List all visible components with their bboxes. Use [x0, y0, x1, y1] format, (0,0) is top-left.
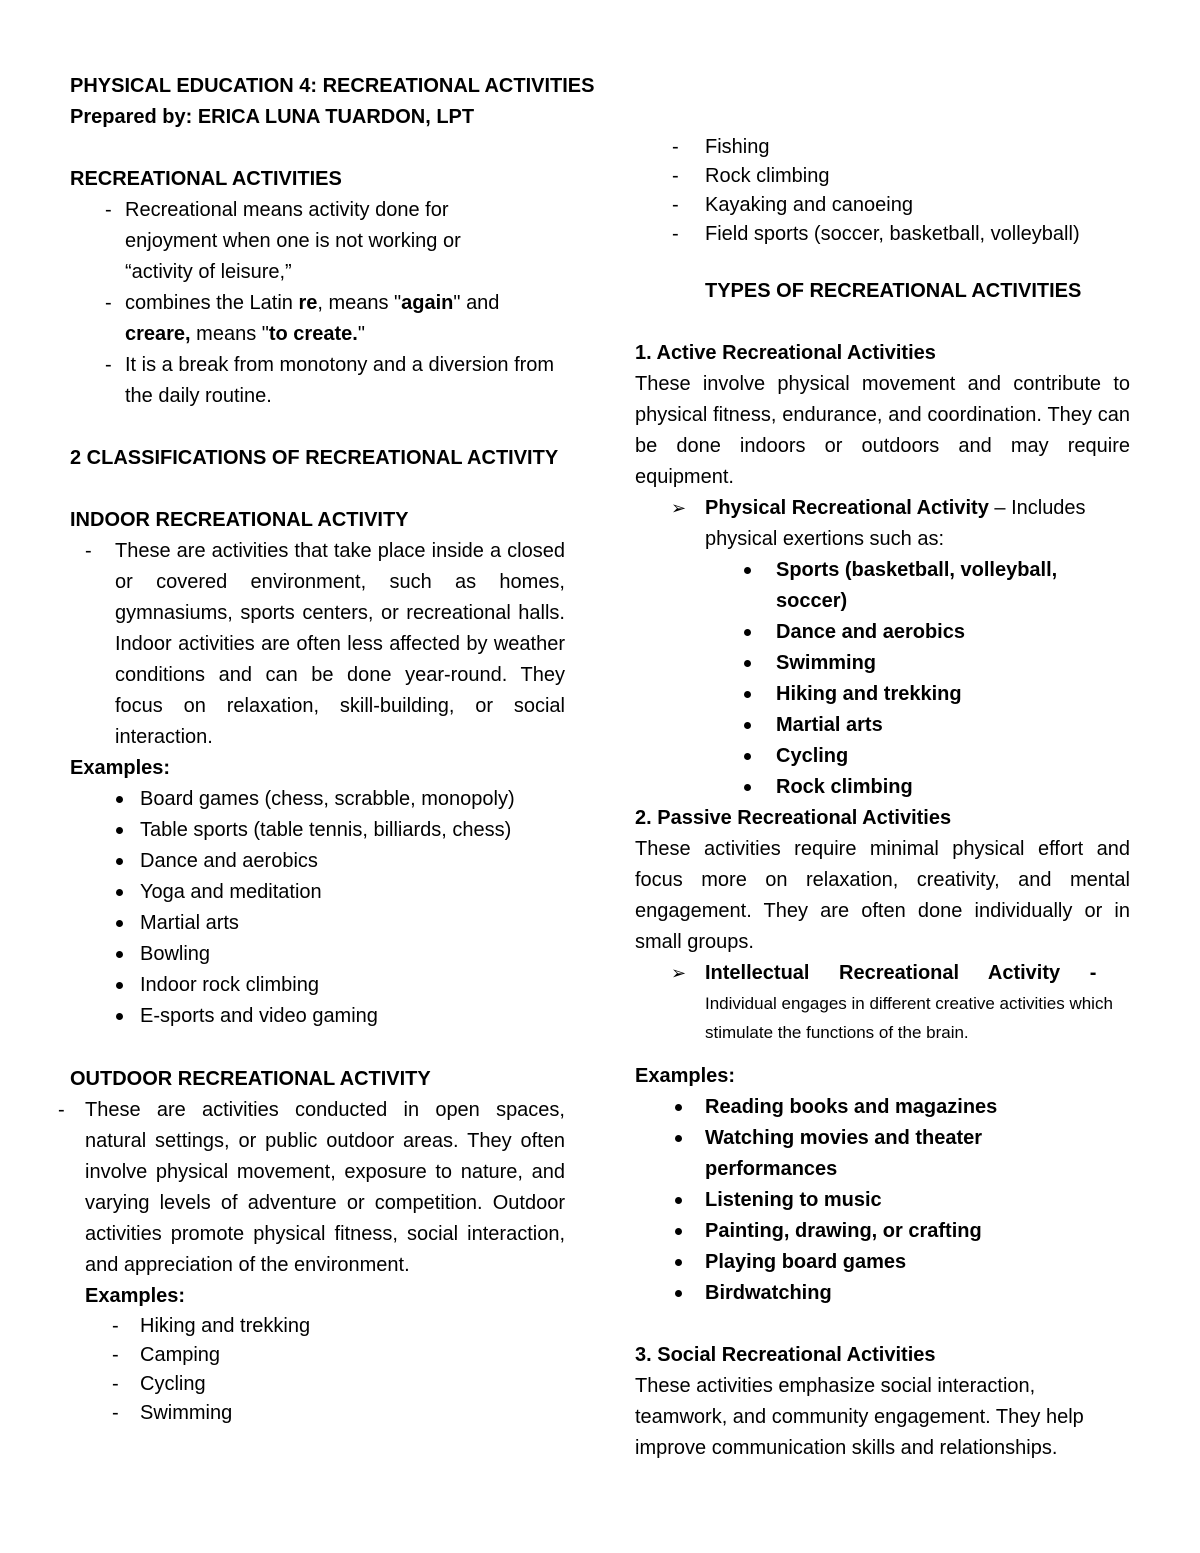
bullet-icon — [675, 1135, 682, 1142]
arrow-bullet-icon: ➢ — [671, 498, 687, 518]
indoor-example: Martial arts — [140, 912, 239, 934]
intellectual-activity-text: Individual engages in different creative activities which stimulate the functions of the brain. — [705, 994, 1113, 1042]
active-example: Hiking and trekking — [776, 683, 962, 705]
active-example: Martial arts — [776, 714, 883, 736]
list-item — [70, 908, 565, 939]
item2-again: again — [401, 292, 454, 314]
list-item — [635, 220, 1130, 249]
list-item — [70, 970, 565, 1001]
indoor-example: Dance and aerobics — [140, 850, 318, 872]
dash-marker: - — [672, 165, 679, 187]
dash-marker: - — [672, 136, 679, 158]
dash-marker: - — [112, 1373, 119, 1395]
page-title: PHYSICAL EDUCATION 4: RECREATIONAL ACTIVITIES — [70, 75, 595, 97]
list-item — [70, 815, 565, 846]
list-item — [635, 741, 1130, 772]
list-item — [70, 1001, 565, 1032]
outdoor-text: These are activities conducted in open spaces, natural settings, or public outdoor areas. They often involve physical movement, exposure to nature, and varying levels of adventure or competition. Outdoor activities promote physical fitness, social interaction, and appreciation of the environment. — [85, 1099, 565, 1276]
passive-example: Playing board games — [705, 1251, 907, 1273]
active-example: Sports (basketball, volleyball, soccer) — [776, 559, 1058, 612]
outdoor-example: Swimming — [140, 1402, 233, 1424]
active-example: Swimming — [776, 652, 877, 674]
bullet-icon — [116, 796, 123, 803]
bullet-icon — [116, 951, 123, 958]
dash-marker: - — [112, 1315, 119, 1337]
outdoor-section — [58, 1064, 565, 1428]
passive-examples-label: Examples: — [635, 1065, 736, 1087]
item2-part-i: " — [357, 323, 365, 345]
outdoor-example: Fishing — [705, 136, 770, 158]
passive-example: Birdwatching — [705, 1282, 832, 1304]
list-item — [70, 784, 565, 815]
dash-marker: - — [58, 1099, 65, 1121]
item2-part-g: means " — [190, 323, 269, 345]
arrow-bullet-icon: ➢ — [671, 963, 687, 983]
outdoor-example: Hiking and trekking — [140, 1315, 311, 1337]
bullet-icon — [744, 753, 751, 760]
indoor-examples-label: Examples: — [70, 757, 171, 779]
bullet-icon — [116, 889, 123, 896]
passive-heading: 2. Passive Recreational Activities — [635, 807, 952, 829]
passive-section — [635, 803, 1130, 1047]
intellectual-activity-label: Intellectual Recreational Activity - — [705, 962, 1097, 984]
list-item — [70, 1399, 565, 1428]
list-item — [70, 1312, 565, 1341]
item2-to-create: to create. — [268, 323, 358, 345]
list-item — [635, 679, 1130, 710]
item2-creare: creare, — [125, 323, 191, 345]
item2-part-e: " and — [453, 292, 500, 314]
indoor-text: These are activities that take place inside a closed or covered environment, such as homes, gymnasiums, sports centers, or recreational halls. Indoor activities are often less affected by weather conditions and can be done year-round. They focus on relaxation, skill-building, or social interaction. — [115, 540, 565, 748]
list-item — [635, 1247, 1130, 1278]
list-item — [70, 939, 565, 970]
social-section — [635, 1340, 1130, 1464]
indoor-example: E-sports and video gaming — [140, 1005, 378, 1027]
outdoor-example: Cycling — [140, 1373, 206, 1395]
dash-marker: - — [105, 199, 112, 221]
bullet-icon — [116, 920, 123, 927]
outdoor-examples-label: Examples: — [85, 1285, 186, 1307]
passive-example: Watching movies and theater performances — [705, 1127, 983, 1180]
prepared-by: Prepared by: ERICA LUNA TUARDON, LPT — [70, 106, 475, 128]
social-heading: 3. Social Recreational Activities — [635, 1344, 936, 1366]
recreational-item-2 — [70, 288, 545, 350]
item2-part-a: combines the Latin — [125, 292, 299, 314]
recreational-item-3 — [70, 350, 565, 412]
physical-activity-text: – Includes physical exertions such as: — [705, 497, 1086, 550]
indoor-example: Bowling — [140, 943, 211, 965]
passive-example: Listening to music — [705, 1189, 882, 1211]
list-item — [635, 555, 1076, 617]
list-item — [70, 1341, 565, 1370]
recreational-item-3-text: It is a break from monotony and a diversion from the daily routine. — [125, 354, 555, 407]
bullet-icon — [675, 1104, 682, 1111]
list-item — [70, 846, 565, 877]
indoor-example: Yoga and meditation — [140, 881, 322, 903]
bullet-icon — [675, 1228, 682, 1235]
list-item — [635, 648, 1130, 679]
item2-part-c: , means " — [317, 292, 402, 314]
bullet-icon — [744, 691, 751, 698]
list-item — [635, 162, 1130, 191]
dash-marker: - — [85, 540, 92, 562]
outdoor-example: Camping — [140, 1344, 221, 1366]
bullet-icon — [744, 629, 751, 636]
recreational-item-1-text: Recreational means activity done for enjoyment when one is not working or “activity of leisure,” — [125, 199, 461, 283]
dash-marker: - — [105, 292, 112, 314]
list-item — [635, 133, 1130, 162]
bullet-icon — [744, 722, 751, 729]
active-section — [635, 338, 1130, 803]
bullet-icon — [116, 1013, 123, 1020]
intellectual-activity-item — [635, 958, 1130, 1047]
passive-example: Reading books and magazines — [705, 1096, 998, 1118]
dash-marker: - — [672, 194, 679, 216]
bullet-icon — [116, 827, 123, 834]
recreational-heading: RECREATIONAL ACTIVITIES — [70, 168, 342, 190]
indoor-example: Indoor rock climbing — [140, 974, 319, 996]
list-item — [635, 617, 1130, 648]
list-item — [635, 1092, 1130, 1123]
passive-text: These activities require minimal physical effort and focus more on relaxation, creativity, and mental engagement. They are often done individually or in small groups. — [635, 838, 1130, 953]
indoor-section — [70, 505, 565, 1032]
outdoor-example: Kayaking and canoeing — [705, 194, 913, 216]
list-item — [635, 772, 1130, 803]
bullet-icon — [744, 567, 751, 574]
recreational-item-1 — [70, 195, 485, 288]
social-text: These activities emphasize social interaction, teamwork, and community engagement. They help improve communication skills and relationships. — [635, 1375, 1084, 1459]
dash-marker: - — [112, 1402, 119, 1424]
bullet-icon — [675, 1259, 682, 1266]
active-example: Dance and aerobics — [776, 621, 965, 643]
list-item — [635, 1185, 1130, 1216]
outdoor-description — [58, 1095, 565, 1281]
bullet-icon — [116, 858, 123, 865]
bullet-icon — [744, 784, 751, 791]
active-text: These involve physical movement and contribute to physical fitness, endurance, and coordination. They can be done indoors or outdoors and may require equipment. — [635, 373, 1130, 488]
bullet-icon — [675, 1197, 682, 1204]
dash-marker: - — [672, 223, 679, 245]
outdoor-heading: OUTDOOR RECREATIONAL ACTIVITY — [70, 1068, 431, 1090]
outdoor-examples-continued — [635, 133, 1130, 249]
outdoor-example: Field sports (soccer, basketball, volleyball) — [705, 223, 1080, 245]
list-item — [635, 710, 1130, 741]
physical-activity-label: Physical Recreational Activity — [705, 497, 989, 519]
dash-marker: - — [105, 354, 112, 376]
bullet-icon — [675, 1290, 682, 1297]
list-item — [635, 1278, 1130, 1309]
passive-examples — [635, 1061, 1130, 1309]
bullet-icon — [116, 982, 123, 989]
list-item — [635, 1216, 1130, 1247]
list-item — [70, 1370, 565, 1399]
indoor-description — [70, 536, 565, 753]
bullet-icon — [744, 660, 751, 667]
types-heading: TYPES OF RECREATIONAL ACTIVITIES — [705, 280, 1082, 302]
passive-example: Painting, drawing, or crafting — [705, 1220, 982, 1242]
outdoor-example: Rock climbing — [705, 165, 830, 187]
indoor-example: Table sports (table tennis, billiards, chess) — [140, 819, 512, 841]
list-item — [70, 877, 565, 908]
classifications-heading: 2 CLASSIFICATIONS OF RECREATIONAL ACTIVITY — [70, 447, 559, 469]
document-title — [70, 71, 630, 133]
recreational-section — [70, 164, 565, 412]
indoor-heading: INDOOR RECREATIONAL ACTIVITY — [70, 509, 409, 531]
active-example: Cycling — [776, 745, 849, 767]
active-heading: 1. Active Recreational Activities — [635, 342, 936, 364]
list-item — [635, 1123, 1025, 1185]
dash-marker: - — [112, 1344, 119, 1366]
active-example: Rock climbing — [776, 776, 913, 798]
indoor-example: Board games (chess, scrabble, monopoly) — [140, 788, 515, 810]
physical-activity-item — [635, 493, 1130, 555]
item2-re: re — [298, 292, 318, 314]
list-item — [635, 191, 1130, 220]
